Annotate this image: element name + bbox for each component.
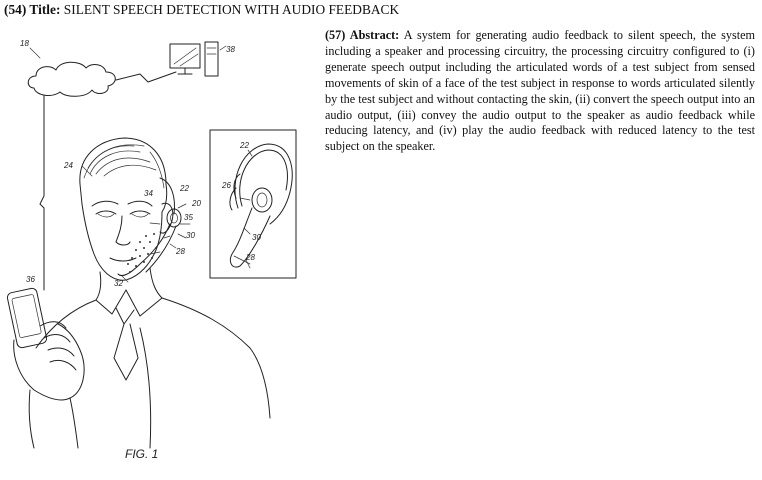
numeral-30-inset: 30 [252, 233, 261, 242]
numeral-22: 22 [180, 184, 189, 193]
network-link-computer [116, 72, 176, 82]
title-label: (54) Title: [4, 2, 61, 17]
numeral-26-inset: 26 [222, 181, 231, 190]
patent-title [4, 2, 754, 18]
abstract-text: A system for generating audio feedback to silent speech, the system including a speaker and processing circuitry, the processing circuitry configured to (i) generate speech output including the articulated words of a test subject from sensed movements of skin of a face of the test subject in response to words articulated silently by the test subject and without contacting the skin, (ii) convert the speech output into an audio output, (iii) convey the audio output to the speaker as audio feedback while reducing latency, and (iv) play the audio feedback with reduced latency to the test subject on the speaker. [325, 28, 756, 154]
figure-caption: FIG. 1 [125, 447, 159, 461]
numeral-28: 28 [176, 247, 185, 256]
cheek-sensing-area [127, 233, 157, 273]
head-outline [80, 138, 167, 280]
numeral-30: 30 [186, 231, 195, 240]
numeral-20: 20 [192, 199, 201, 208]
numeral-34: 34 [144, 189, 153, 198]
patent-figure [0, 28, 322, 468]
numeral-22-inset: 22 [240, 141, 249, 150]
phone-shape [7, 287, 48, 348]
tower-shape [205, 42, 218, 76]
numeral-28-inset: 28 [246, 253, 255, 262]
cloud-shape [28, 62, 115, 96]
sensor-arm [118, 224, 170, 276]
numeral-38: 38 [226, 45, 235, 54]
abstract-label: (57) Abstract: [325, 28, 400, 42]
title-text: SILENT SPEECH DETECTION WITH AUDIO FEEDBACK [63, 2, 400, 17]
abstract-block [325, 28, 755, 155]
numeral-36: 36 [26, 275, 35, 284]
numeral-24: 24 [64, 161, 73, 170]
network-link-phone [40, 96, 44, 290]
patent-drawing [0, 28, 322, 468]
numeral-32: 32 [114, 279, 123, 288]
numeral-18: 18 [20, 39, 29, 48]
numeral-35: 35 [184, 213, 193, 222]
